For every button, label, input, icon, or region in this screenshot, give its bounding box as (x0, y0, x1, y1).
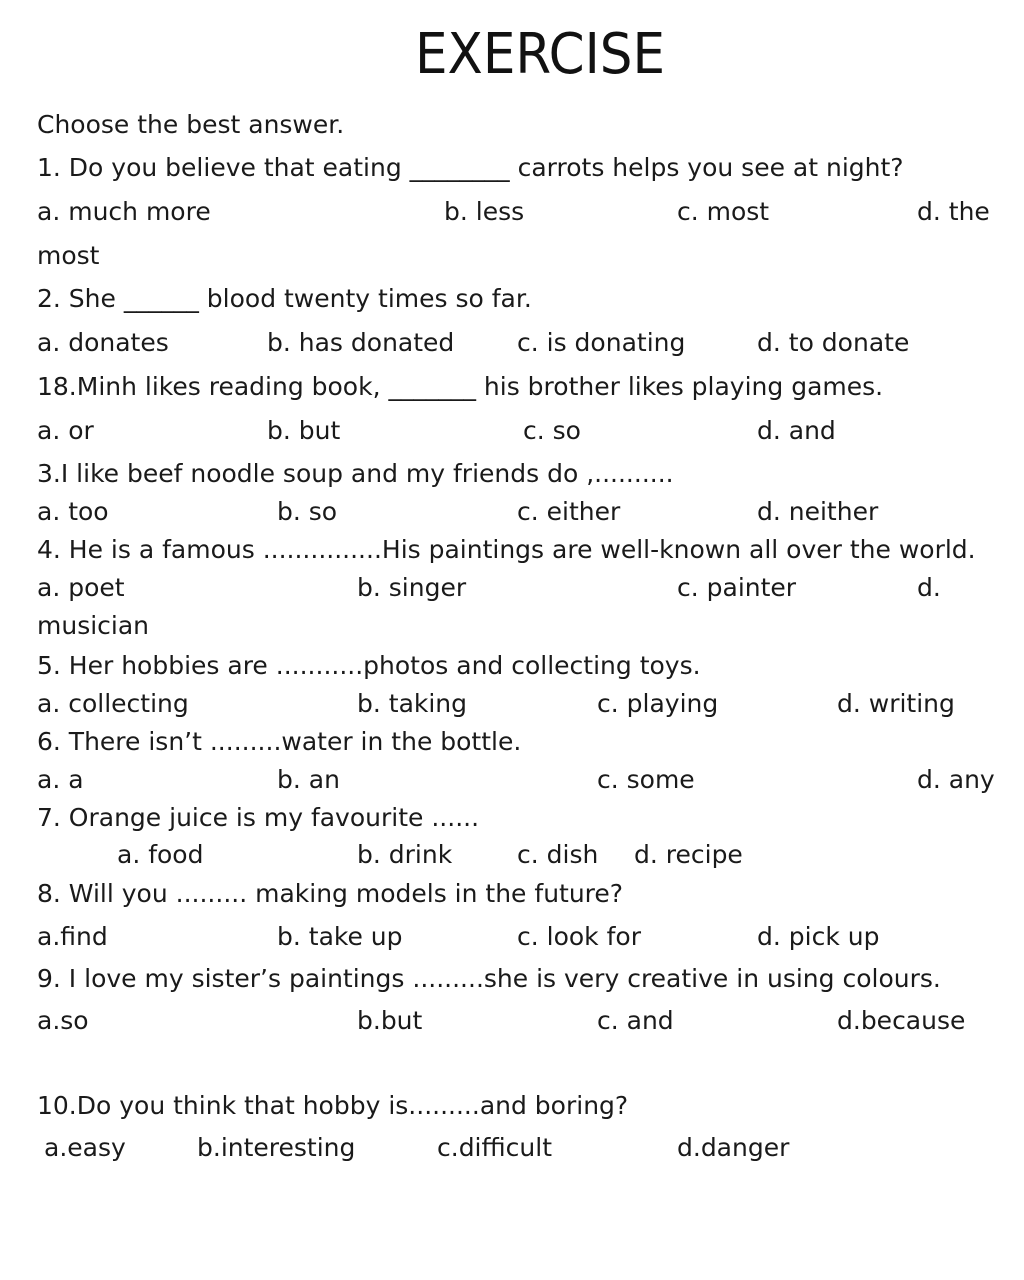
option-a[interactable]: a. donates (37, 328, 169, 357)
option-b[interactable]: b. singer (357, 573, 467, 602)
option-c[interactable]: c. painter (677, 573, 797, 602)
option-a[interactable]: a. collecting (37, 689, 189, 718)
option-d[interactable]: d.because (837, 1006, 966, 1035)
question-1: 1. Do you believe that eating ________ carrots helps you see at night? (37, 153, 904, 182)
option-c[interactable]: c. dish (517, 840, 599, 869)
option-c[interactable]: c. some (597, 765, 695, 794)
question-18: 18.Minh likes reading book, _______ his brother likes playing games. (37, 372, 884, 401)
option-d[interactable]: d. the (917, 197, 990, 226)
option-c[interactable]: c. playing (597, 689, 719, 718)
option-b[interactable]: b.but (357, 1006, 423, 1035)
option-c[interactable]: c. and (597, 1006, 674, 1035)
option-d[interactable]: d. (917, 573, 941, 602)
option-b[interactable]: b.interesting (197, 1133, 356, 1162)
question-4: 4. He is a famous ...............His paintings are well-known all over the world. (37, 535, 976, 564)
question-10: 10.Do you think that hobby is.........and boring? (37, 1091, 629, 1120)
instruction: Choose the best answer. (37, 110, 345, 139)
question-3: 3.I like beef noodle soup and my friends do ,.......... (37, 459, 674, 488)
option-d[interactable]: d. neither (757, 497, 879, 526)
option-d[interactable]: d.danger (677, 1133, 790, 1162)
question-7: 7. Orange juice is my favourite ...... (37, 803, 480, 832)
option-d[interactable]: d. any (917, 765, 995, 794)
option-c[interactable]: c. so (523, 416, 581, 445)
option-b[interactable]: b. less (444, 197, 525, 226)
question-2: 2. She ______ blood twenty times so far. (37, 284, 532, 313)
question-5: 5. Her hobbies are ...........photos and collecting toys. (37, 651, 701, 680)
option-c[interactable]: c. is donating (517, 328, 686, 357)
option-a[interactable]: a. or (37, 416, 94, 445)
question-9: 9. I love my sister’s paintings .........she is very creative in using colours. (37, 964, 941, 993)
option-a[interactable]: a.easy (44, 1133, 126, 1162)
option-b[interactable]: b. an (277, 765, 340, 794)
option-a[interactable]: a.find (37, 922, 108, 951)
option-d[interactable]: d. writing (837, 689, 955, 718)
option-b[interactable]: b. has donated (267, 328, 455, 357)
option-d-continuation: most (37, 241, 100, 270)
option-d[interactable]: d. pick up (757, 922, 880, 951)
option-b[interactable]: b. take up (277, 922, 403, 951)
option-b[interactable]: b. but (267, 416, 341, 445)
option-b[interactable]: b. so (277, 497, 338, 526)
option-a[interactable]: a.so (37, 1006, 89, 1035)
option-d[interactable]: d. and (757, 416, 836, 445)
question-6: 6. There isn’t .........water in the bottle. (37, 727, 522, 756)
option-a[interactable]: a. food (117, 840, 204, 869)
option-c[interactable]: c.difficult (437, 1133, 553, 1162)
option-c[interactable]: c. look for (517, 922, 641, 951)
option-d[interactable]: d. to donate (757, 328, 910, 357)
option-c[interactable]: c. either (517, 497, 621, 526)
option-d-continuation: musician (37, 611, 150, 640)
option-a[interactable]: a. much more (37, 197, 211, 226)
option-b[interactable]: b. taking (357, 689, 468, 718)
question-8: 8. Will you ......... making models in the future? (37, 879, 624, 908)
option-a[interactable]: a. poet (37, 573, 125, 602)
option-c[interactable]: c. most (677, 197, 770, 226)
page-title: EXERCISE (414, 22, 666, 87)
option-d[interactable]: d. recipe (634, 840, 743, 869)
option-b[interactable]: b. drink (357, 840, 453, 869)
option-a[interactable]: a. too (37, 497, 109, 526)
option-a[interactable]: a. a (37, 765, 84, 794)
